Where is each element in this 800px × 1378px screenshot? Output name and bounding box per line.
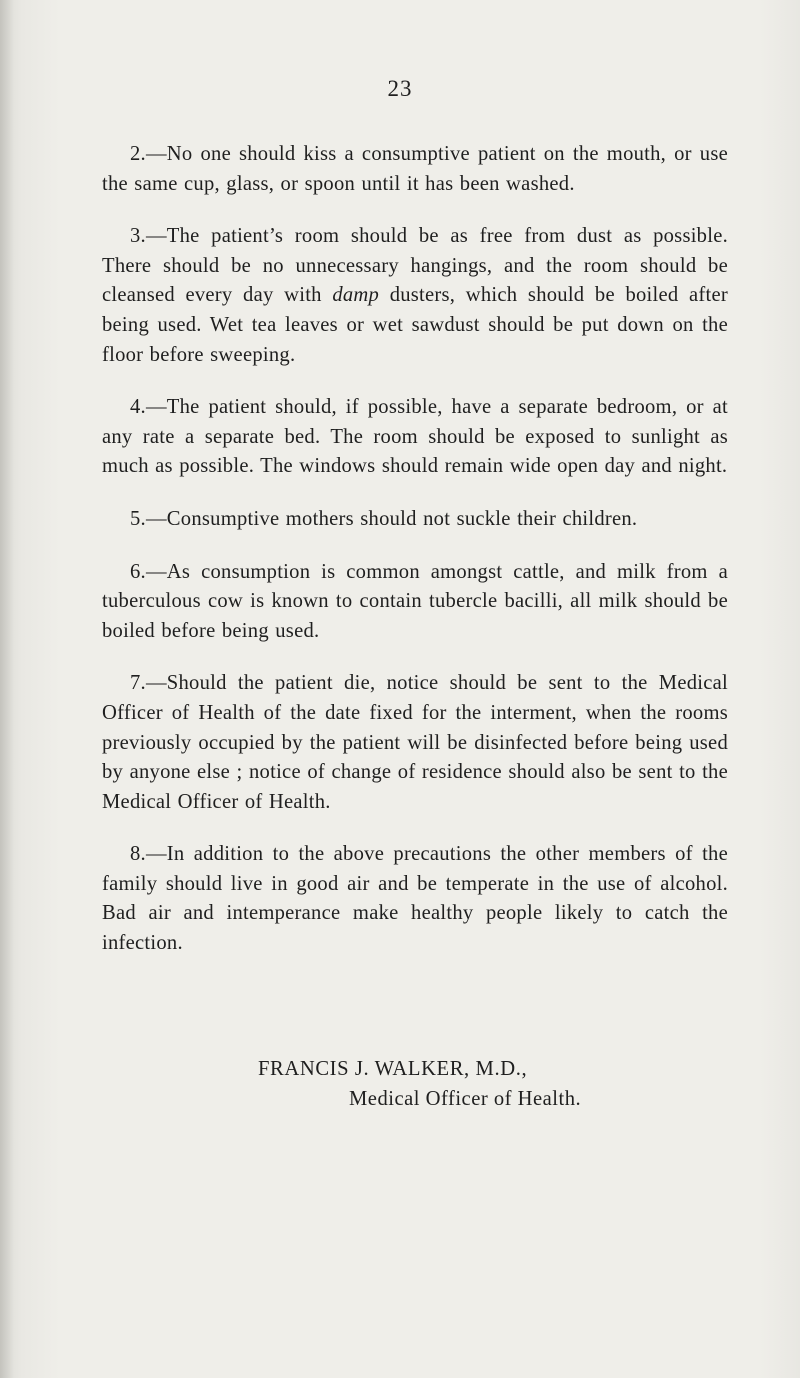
- paragraph-number: 2.: [130, 143, 146, 165]
- paragraph-text: —As consumption is common amongst cattle, and milk from a tuberculous cow is known to contain tubercle bacilli, all milk should be boiled before being used.: [102, 560, 728, 642]
- paragraph-number: 6.: [130, 560, 146, 583]
- paragraph-2: [102, 140, 728, 199]
- page-edge-shadow: [0, 0, 14, 1378]
- paragraph-text: —The patient should, if possible, have a separate bedroom, or at any rate a separate bed. The room should be exposed to sunlight as much as possible. The windows should remain wide open day and night.: [102, 396, 728, 478]
- paragraph-3: [102, 222, 728, 370]
- paragraph-text: —Consumptive mothers should not suckle their children.: [145, 507, 638, 530]
- paragraph-8: [102, 840, 728, 958]
- paragraph-number: 4.: [130, 396, 146, 419]
- paragraph-text: —The patient’s room should be as free from dust as possible. There should be no unnecessary hangings, and the room should be cleansed every day with: [102, 225, 728, 307]
- paragraph-text: —No one should kiss a consumptive patient on the mouth, or use the same cup, glass, or spoon until it has been washed.: [102, 143, 728, 195]
- paragraph-text: —In addition to the above precautions the other members of the family should live in good air and be temperate in the use of alcohol. Bad air and intemperance make healthy people likely to catch the infection.: [102, 843, 728, 955]
- paragraph-6: [102, 558, 728, 647]
- paragraph-7: [102, 669, 728, 817]
- paragraph-4: [102, 393, 728, 482]
- page-number: 23: [387, 76, 413, 101]
- paragraph-text-continued: dusters, which should be boiled after being used. Wet tea leaves or wet sawdust should be put down on the floor before sweeping.: [102, 284, 728, 366]
- paragraph-number: 3.: [130, 225, 146, 248]
- paragraph-number: 8.: [130, 843, 146, 866]
- paragraph-text: —Should the patient die, notice should be sent to the Medical Officer of Health of the date fixed for the interment, when the rooms previously occupied by the patient will be disinfected before being used by anyone else ; notice of change of residence should also be sent to the Medical Officer of Health.: [102, 672, 728, 813]
- signature-name: FRANCIS J. WALKER, M.D.,: [258, 1058, 528, 1080]
- signature-title: Medical Officer of Health.: [349, 1088, 582, 1110]
- paragraph-emphasis: damp: [332, 284, 380, 307]
- document-body: [102, 140, 728, 982]
- paragraph-number: 7.: [130, 672, 146, 695]
- paragraph-number: 5.: [130, 507, 146, 530]
- paragraph-5: [102, 505, 728, 535]
